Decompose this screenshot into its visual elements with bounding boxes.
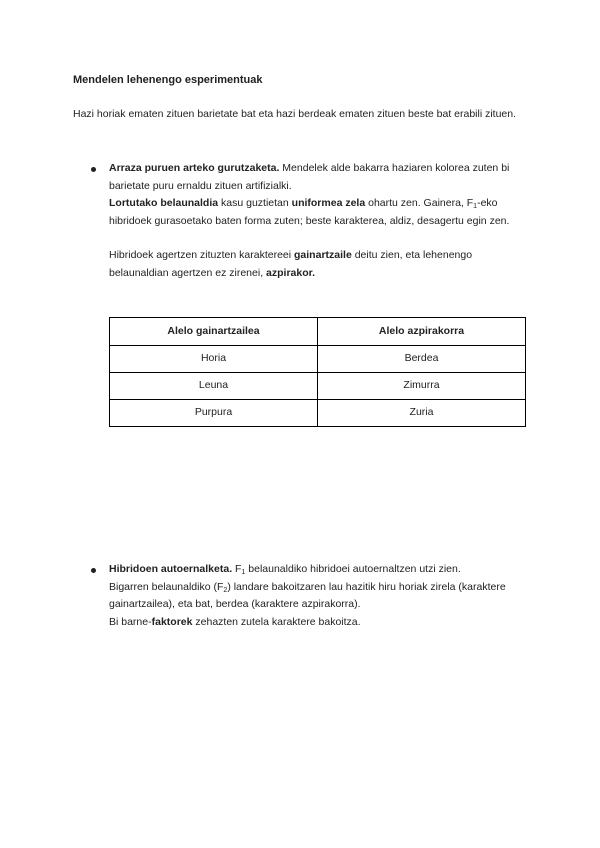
bullet2-text: zehazten zutela karaktere bakoitza.	[192, 615, 361, 628]
subscript: 1	[241, 569, 246, 576]
allele-table	[109, 317, 526, 427]
table-cell: Zuria	[318, 400, 526, 427]
term-factors: faktorek	[151, 615, 193, 628]
bullet2-text: Bigarren belaunaldiko (F	[109, 580, 224, 593]
bullet-icon	[91, 167, 96, 172]
table-row	[110, 373, 526, 400]
bullet1-bold-b: uniformea zela	[291, 197, 366, 209]
bullet1-paragraph	[109, 160, 529, 230]
bullet1-bold-a: Lortutako belaunaldia	[109, 197, 219, 209]
table-cell: Zimurra	[318, 373, 526, 400]
table-row	[110, 400, 526, 427]
table-cell: Purpura	[110, 400, 318, 427]
bullet1-text: kasu guztietan	[218, 197, 292, 209]
table-header-row	[110, 318, 526, 346]
bullet1-paragraph-2	[109, 247, 529, 282]
bullet1-text: Hibridoek agertzen zituzten karaktereei	[109, 249, 295, 261]
bullet1-text: ohartu zen. Gainera, F	[365, 197, 474, 209]
table-cell: Leuna	[110, 373, 318, 400]
table-row	[110, 346, 526, 373]
bullet1-text: Mendelek alde bakarra haziaren kolorea zuten bi barietate puru ernaldu zituen artifizialki.	[109, 162, 510, 192]
bullet2-paragraph	[109, 561, 529, 631]
page-title: Mendelen lehenengo esperimentuak	[73, 74, 263, 86]
table-cell: Horia	[110, 346, 318, 373]
table-header-dominant: Alelo gainartzailea	[110, 318, 318, 346]
subscript: 2	[223, 586, 228, 594]
bullet1-text: -eko hibridoek gurasoetako baten forma zuten; beste karakterea, aldiz, desagertu egin zen.	[109, 197, 510, 227]
bullet-icon	[91, 568, 96, 573]
term-recessive: azpirakor.	[266, 266, 316, 279]
bullet-item-selfing	[109, 561, 529, 631]
bullet1-lead: Arraza puruen arteko gurutzaketa.	[109, 162, 280, 174]
bullet1-text: deitu zien, eta lehenengo belaunaldian agertzen ez zirenei,	[109, 249, 473, 279]
bullet2-text: Bi barne-	[109, 615, 152, 628]
bullet-item-crossing	[109, 160, 529, 282]
bullet2-text: belaunaldiko hibridoei autoernaltzen utzi zien.	[245, 563, 461, 575]
subscript: 1	[473, 203, 478, 210]
bullet2-lead: Hibridoen autoernalketa.	[109, 563, 233, 575]
intro-paragraph: Hazi horiak ematen zituen barietate bat eta hazi berdeak ematen zituen beste bat erabili zituen.	[73, 108, 517, 120]
table-cell: Berdea	[318, 346, 526, 373]
term-dominant: gainartzaile	[294, 249, 352, 261]
bullet2-text: F	[232, 563, 242, 575]
table-header-recessive: Alelo azpirakorra	[318, 318, 526, 346]
bullet2-text: ) landare bakoitzaren lau hazitik hiru horiak zirela (karaktere gainartzailea), eta bat, berdea (karaktere azpirakorra).	[109, 580, 506, 610]
